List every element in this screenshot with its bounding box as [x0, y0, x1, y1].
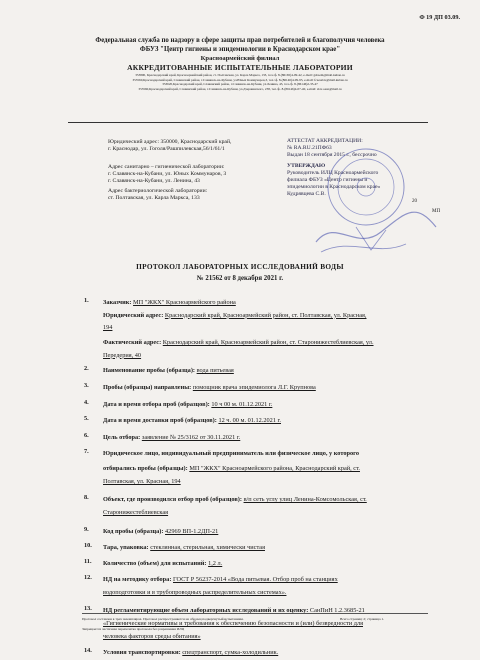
protocol-number: № 21562 от 8 декабря 2021 г.: [196, 275, 284, 282]
item-number: 13.: [84, 605, 92, 612]
customer-actual-label: Фактический адрес:: [103, 339, 162, 346]
item-number: 12.: [84, 574, 92, 581]
delivery-date-label: Дата и время доставки проб (образцов):: [103, 417, 217, 424]
form-number: Ф 19 ДП 03.09.: [419, 14, 460, 21]
customer-value: МП "ЖКХ" Красноармейского района: [133, 299, 236, 306]
customer-legal-label: Юридический адрес:: [103, 311, 164, 319]
customer-actual-value-cont: Передерия, 40: [103, 351, 142, 359]
volume-label: Количество (объем) для испытаний:: [103, 560, 207, 567]
page-counter: Всего страниц: 2; страница 1.: [340, 617, 385, 621]
customer-legal-value-cont: 194: [103, 324, 113, 331]
protocol-title: ПРОТОКОЛ ЛАБОРАТОРНЫХ ИССЛЕДОВАНИЙ ВОДЫ: [136, 262, 344, 271]
sanitary-lab-address-2: г. Славянск-на-Кубани, ул. Ленина, 43: [108, 178, 200, 185]
header-lab-title: АККРЕДИТОВАННЫЕ ИСПЫТАТЕЛЬНЫЕ ЛАБОРАТОРИИ: [127, 63, 353, 72]
item-number: 7.: [84, 448, 89, 455]
item-number: 9.: [84, 526, 89, 533]
delivery-date-value: 12 ч. 00 м. 01.12.2021 г.: [218, 417, 281, 424]
sampled-entity-value-cont: Полтавская, ул. Красная, 194: [103, 478, 181, 485]
approver-name: Кудрявцева С.В.: [287, 191, 326, 198]
header-address-line: 353800, Краснодарский край, Красноармейский район, ст. Полтавская, ул. Карла Маркса, 133, тел./ф. 8-(86165)4-09-42, e-mail: gsbsem@mail.kuban.ru: [135, 73, 345, 77]
sampled-entity-label: Юридическое лицо, индивидуальный предприниматель или физическое лицо, у которого: [103, 450, 360, 457]
transport-value: спецтранспорт, сумка-холодильник.: [182, 649, 279, 656]
regulation-value: СанПиН 1.2.3685-21: [309, 607, 365, 614]
sampling-date-value: 10 ч 00 м. 01.12.2021 г.: [211, 401, 273, 408]
approver-title-3: эпидемиологии в Краснодарском крае»: [287, 184, 381, 191]
item-number: 2.: [84, 365, 89, 372]
approver-title-2: филиала ФБУЗ «Центр гигиены и: [287, 177, 368, 184]
legal-address-label: Юридический адрес: 350000, Краснодарский край,: [108, 139, 232, 145]
container-label: Тара, упаковка:: [103, 544, 149, 551]
sample-code-label: Код пробы (образца):: [103, 528, 164, 535]
sanitary-lab-label: Адрес санитарно – гигиенической лаборатории:: [108, 164, 225, 170]
header-center: ФБУЗ "Центр гигиены и эпидемиологии в Краснодарском крае": [139, 46, 341, 53]
accreditation-number: № RA.RU.21ПФ63: [287, 145, 332, 152]
sampling-method-value: ГОСТ Р 56237-2014 «Вода питьевая. Отбор проб на станциях: [173, 576, 338, 583]
approve-label: УТВЕРЖДАЮ: [287, 162, 326, 169]
bact-lab-address-block: [108, 188, 207, 202]
sample-name-value: вода питьевая: [196, 367, 234, 374]
round-seal-icon: [296, 132, 446, 272]
item-number: 5.: [84, 415, 89, 422]
item-number: 6.: [84, 432, 89, 439]
bact-lab-address: ст. Полтавская, ул. Карла Маркса, 133: [108, 195, 200, 202]
sent-by-label: Пробы (образцы) направлены:: [103, 384, 192, 391]
signature-year: 20: [412, 199, 417, 204]
legal-address-block: [108, 139, 231, 153]
sent-by-value: помощник врача эпидемиолога Л.Г. Крупнова: [192, 384, 316, 391]
item-number: 3.: [84, 382, 89, 389]
header-addresses: [68, 73, 412, 92]
sample-code-value: 42969 ВП-1.2ДП-21: [165, 528, 219, 535]
sampling-site-value: в/п сеть углу улиц Ленина-Комсомольская, ст.: [243, 496, 367, 503]
customer-legal-value: Краснодарский край, Красноармейский район, ст. Полтавская, ул. Красная,: [164, 311, 367, 319]
sampled-entity-label-cont: отбирались пробы (образцы):: [103, 465, 188, 472]
sampling-method-label: НД на методику отбора:: [103, 576, 172, 583]
container-value: стеклянная, стерильная, химически чистая: [150, 544, 265, 551]
transport-label: Условия транспортировки:: [103, 649, 181, 656]
header-address-line: 353560,Краснодарский край, Славянский район, г.Славянск-на-Кубани, ул.Юных Коммунаров,3, тел./ф. 8-(86146)4-09-95, e-mail: fcsesslav@mail.kuban.ru: [132, 77, 348, 82]
sampling-site-label: Объект, где производился отбор проб (образцов):: [103, 496, 242, 503]
sampling-method-value-cont: водоподготовки и в трубопроводных распределительных системах».: [103, 589, 287, 596]
footer-divider: [82, 613, 428, 614]
header-address-line: 353620,Краснодарский край, Славянский район, г.Славянск-на-Кубани, ул.Ленина, 43, тел./ф. 8-(86146)2-35-47: [162, 82, 318, 87]
item-number: 8.: [84, 494, 89, 501]
item-number: 14.: [84, 647, 92, 654]
header-branch: Красноармейский филиал: [200, 55, 280, 62]
item-number: 11.: [84, 558, 92, 565]
regulation-value-cont-1: «Гигиенические нормативы и требования к обеспечению безопасности и (или) безвредности для: [103, 620, 363, 627]
sampling-site-value-cont: Старонижестеблиевская: [103, 509, 169, 516]
legal-address-value: г. Краснодар, ул. Гоголя/Рашпилевская,56/1/61/1: [108, 146, 225, 153]
sanitary-lab-address-1: г. Славянск-на-Кубани, ул. Юных Коммунаров, 3: [108, 171, 227, 178]
item-number: 10.: [84, 542, 92, 549]
sample-name-label: Наименование пробы (образца):: [103, 367, 196, 374]
purpose-value: заявление № 25/3162 от 30.11.2021 г.: [141, 434, 241, 441]
accreditation-issued: Выдан 18 сентября 2015 г., бессрочно: [287, 152, 377, 159]
header-address-line: 353560,Краснодарский край, Славянский район, г.Славянск-на-Кубани, ул.Дзержинского, 238, тел./ф. 8-(86146)4-07-40, e-mail: slav-sesn@mail.ru: [138, 87, 342, 92]
approver-title-1: Руководитель ИЛЦ Красноармейского: [287, 169, 379, 176]
sampling-date-label: Дата и время отбора проб (образцов):: [103, 401, 210, 408]
customer-actual-value: Краснодарский край, Красноармейский район, ст. Старонижестеблиевская, ул.: [162, 339, 374, 346]
sanitary-lab-address-block: [108, 164, 226, 186]
seal-mark: МП: [432, 209, 441, 214]
regulation-label: НД регламентирующие объем лабораторных исследований и их оценку:: [103, 607, 309, 614]
sampled-entity-value: МП "ЖКХ" Красноармейского района, Краснодарский край, ст.: [189, 465, 360, 472]
footer-note-2: Запрещается частичная перепечатка протокола без разрешения ИЛЦ: [82, 627, 185, 631]
bact-lab-label: Адрес бактериологической лаборатории:: [108, 188, 208, 194]
purpose-label: Цель отбора:: [103, 434, 141, 441]
header-agency: Федеральная служба по надзору в сфере защиты прав потребителей и благополучия человека: [95, 37, 385, 44]
volume-value: 1,2 л.: [208, 560, 223, 567]
regulation-value-cont-2: человека факторов среды обитания»: [103, 633, 201, 640]
item-number: 4.: [84, 399, 89, 406]
accreditation-title: АТТЕСТАТ АККРЕДИТАЦИИ:: [287, 138, 363, 144]
footer-note-1: Протокол составлен в трех экземплярах. Протокол распространяется на образец подвергнутый испытаниям.: [82, 617, 244, 621]
item-number: 1.: [84, 297, 89, 304]
header-divider: [68, 122, 428, 123]
customer-label: Заказчик:: [103, 299, 132, 306]
